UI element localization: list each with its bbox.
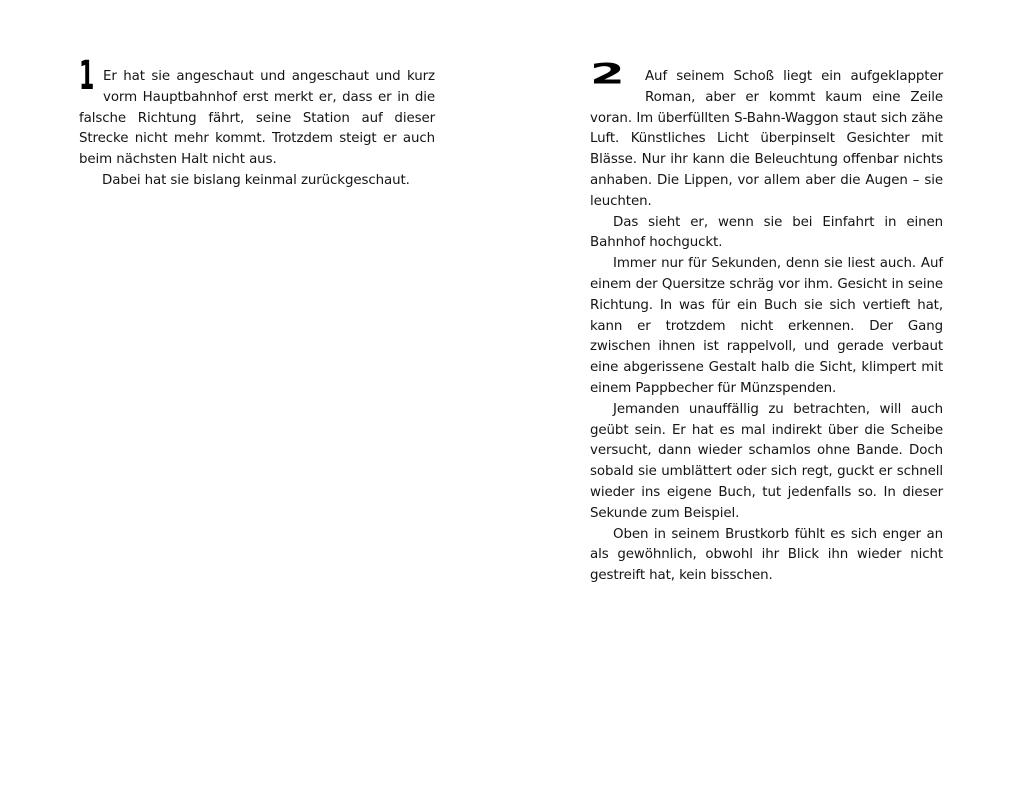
paragraph: Er hat sie angeschaut und angeschaut und kurz vorm Hauptbahnhof erst merkt er, dass er in die falsche Richtung fährt, seine Station auf dieser Strecke nicht mehr kommt. Trotzdem steigt er auch beim nächsten Halt nicht aus. (79, 69, 435, 168)
chapter-number-1: 1 (79, 53, 95, 99)
paragraph: Das sieht er, wenn sie bei Einfahrt in einen Bahnhof hochguckt. (590, 214, 943, 251)
paragraph: Dabei hat sie bislang keinmal zurückgeschaut. (102, 172, 410, 188)
paragraph: Jemanden unauffällig zu betrachten, will auch geübt sein. Er hat es mal indirekt über die Scheibe versucht, dann wieder schamlos ohne Bande. Doch sobald sie umblättert oder sich regt, guckt er schnell wieder ins eigene Buch, tut jedenfalls so. In dieser Sekunde zum Beispiel. (590, 401, 943, 521)
paragraph: Oben in seinem Brustkorb fühlt es sich enger an als gewöhnlich, obwohl ihr Blick ihn wieder nicht gestreift hat, kein bisschen. (590, 526, 943, 584)
chapter-number-2: 2 (590, 58, 625, 92)
right-page-text (590, 58, 943, 587)
paragraph: Auf seinem Schoß liegt ein aufgeklappter Roman, aber er kommt kaum eine Zeile voran. Im überfüllten S-Bahn-Waggon staut sich zähe Luft. Künstliches Licht überpinselt Gesichter mit Blässe. Nur ihr kann die Beleuchtung offenbar nichts anhaben. Die Lippen, vor allem aber die Augen – sie leuchten. (590, 69, 943, 209)
left-page-text (79, 53, 435, 192)
paragraph: Immer nur für Sekunden, denn sie liest auch. Auf einem der Quersitze schräg vor ihm. Gesicht in seine Richtung. In was für ein Buch sie sich vertieft hat, kann er trotzdem nicht erkennen. Der Gang zwischen ihnen ist rappelvoll, und gerade verbaut eine abgerissene Gestalt halb die Sicht, klimpert mit einem Pappbecher für Münzspenden. (590, 256, 943, 396)
right-page (510, 0, 1020, 793)
